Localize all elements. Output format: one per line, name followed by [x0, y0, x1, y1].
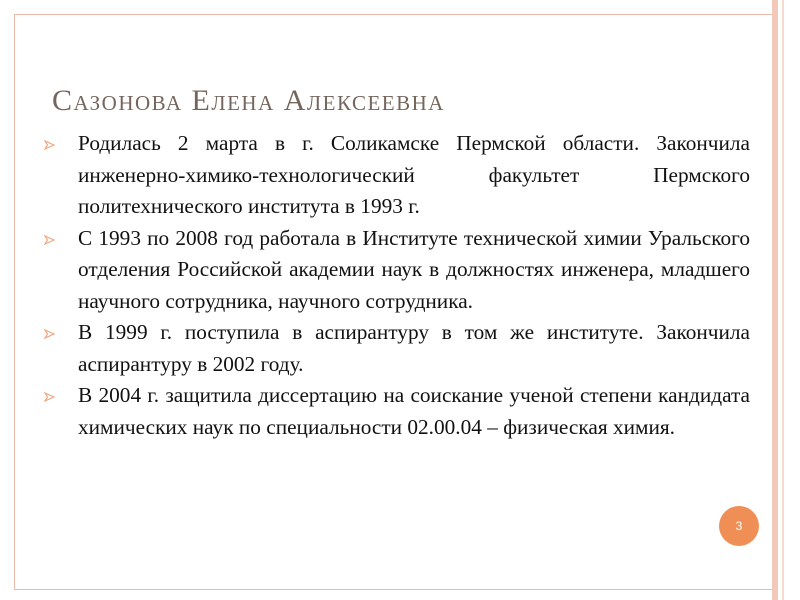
bullet-text: В 2004 г. защитила диссертацию на соискание ученой степени кандидата химических наук по специальности 02.00.04 – физическая химия.: [78, 383, 750, 439]
bullet-item: [44, 317, 750, 380]
bullet-list: [44, 128, 750, 443]
hollow-arrow-bullet-icon: [44, 140, 55, 150]
page-number: 3: [735, 519, 743, 533]
bullet-text: С 1993 по 2008 год работала в Институте технической химии Уральского отделения Российской академии наук в должностях инженера, младшего научного сотрудника, научного сотрудника.: [78, 225, 750, 313]
bullet-item: [44, 128, 750, 223]
bullet-item: [44, 223, 750, 318]
hollow-arrow-bullet-icon: [44, 329, 55, 339]
slide-title: Сазонова Елена Алексеевна: [52, 84, 445, 117]
decorative-side-line: [782, 0, 784, 600]
bullet-item: [44, 380, 750, 443]
bullet-text: Родилась 2 марта в г. Соликамске Пермской области. Закончила инженерно-химико-технологический факультет Пермского политехнического института в 1993 г.: [78, 131, 750, 218]
bullet-text: В 1999 г. поступила в аспирантуру в том же институте. Закончила аспирантуру в 2002 году.: [78, 320, 750, 376]
page-number-badge: [719, 506, 759, 546]
hollow-arrow-bullet-icon: [44, 392, 55, 402]
decorative-side-strip: [772, 0, 778, 600]
hollow-arrow-bullet-icon: [44, 235, 55, 245]
